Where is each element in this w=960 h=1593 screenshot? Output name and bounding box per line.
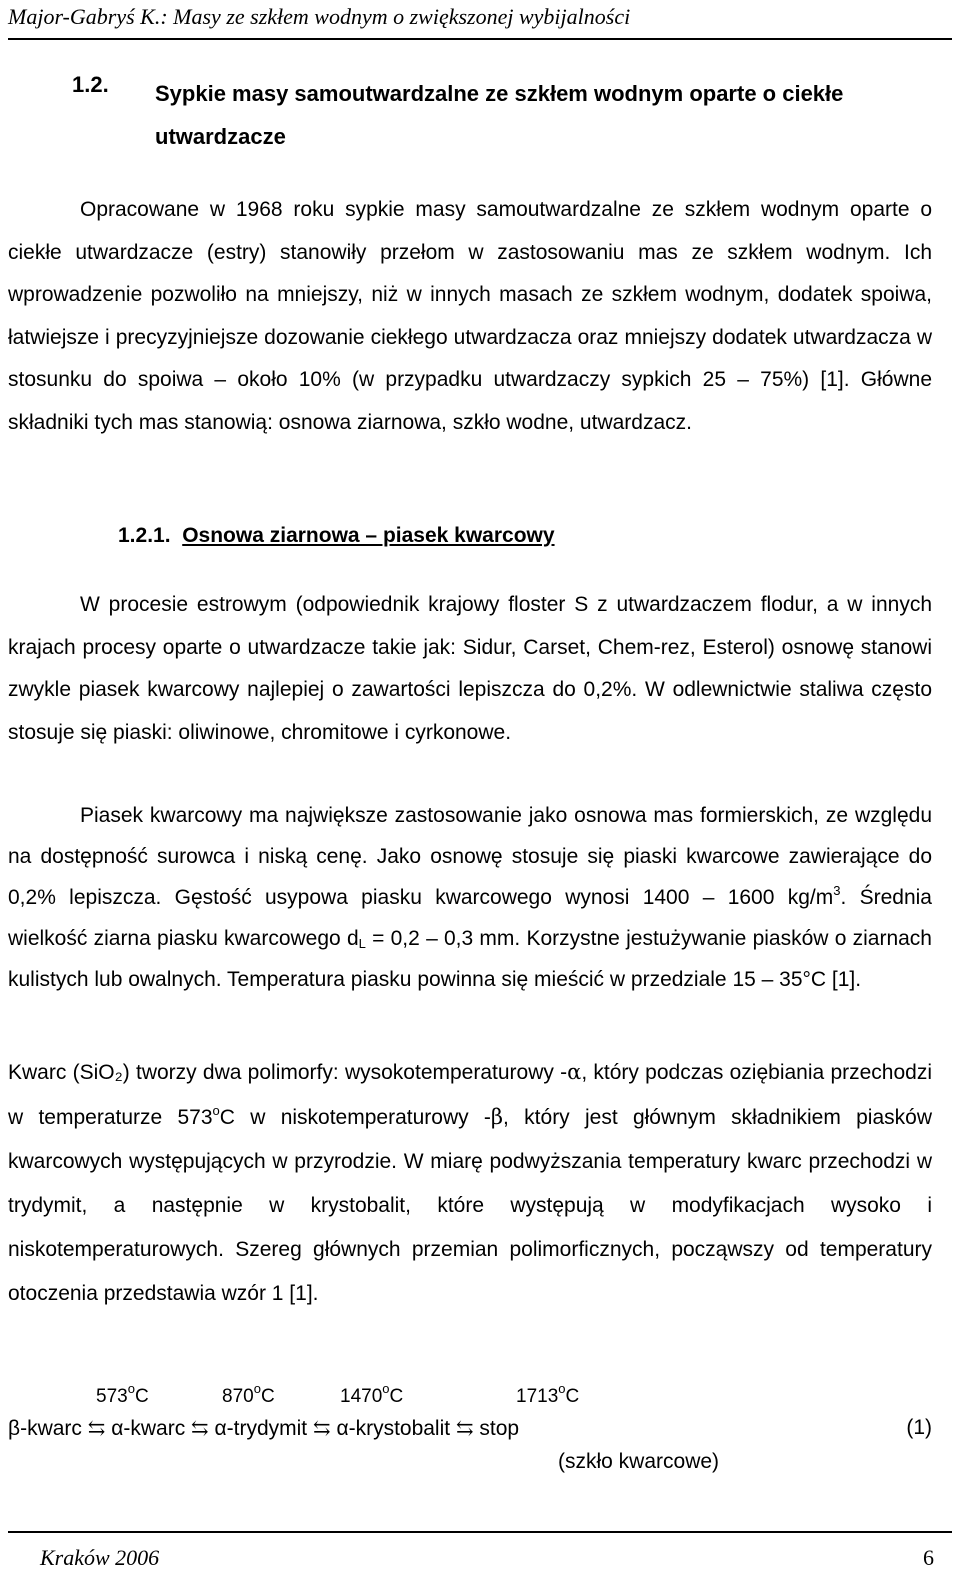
subsection-number: 1.2.1. [118,524,171,547]
section-title: Sypkie masy samoutwardzalne ze szkłem wodnym oparte o ciekłe utwardzacze [155,81,844,149]
equilibrium-arrow-icon: ⇆ [87,1416,106,1440]
intro-paragraph: Opracowane w 1968 roku sypkie masy samoutwardzalne ze szkłem wodnym oparte o ciekłe utwardzacze (estry) stanowiły przełom w zastosowaniu mas ze szkłem wodnym. Ich wprowadzenie pozwoliło na mniejszy, niż w innych masach ze szkłem wodnym, dodatek spoiwa, łatwiejsze i precyzyjniejsze dozowanie ciekłego utwardzacza oraz mniejszy dodatek utwardzacza w stosunku do spoiwa – około 10% (w przypadku utwardzaczy sypkich 25 – 75%) [1]. Główne składniki tych mas stanowią: osnowa ziarnowa, szkło wodne, utwardzacz. [8,198,932,434]
paragraph-polymorphs: Kwarc (SiO₂) tworzy dwa polimorfy: wysokotemperaturowy -α, który podczas oziębiania przechodzi w temperaturze 573$^o$C w niskotemperaturowy -β, który jest głównym składnikiem piasków kwarcowych występujących w przyrodzie. W miarę podwyższania temperatury kwarc przechodzi w trydymit, a następnie w krystobalit, które występują w modyfikacjach wysoko i niskotemperaturowych. Szereg głównych przemian polimorficznych, począwszy od temperatury otoczenia przedstawia wzór 1 [1]. [8,1060,932,1305]
footer-place-year: Kraków 2006 [40,1545,160,1570]
formula-temp-3: 1470$^o$C [340,1381,404,1407]
formula-1 [8,1381,932,1506]
formula-temp-1: 573$^o$C [96,1381,149,1407]
phase-beta-quartz: β-kwarc [8,1417,82,1440]
equilibrium-arrow-icon: ⇆ [455,1416,474,1440]
paragraph-ester-process: W procesie estrowym (odpowiednik krajowy floster S z utwardzaczem flodur, a w innych krajach procesy oparte o utwardzacze takie jak: Sidur, Carset, Chem-rez, Esterol) osnowę stanowi zwykle piasek kwarcowy najlepiej o zawartości lepiszcza do 0,2%. W odlewnictwie staliwa często stosuje się piaski: oliwinowe, chromitowe i cyrkonowe. [8,593,932,744]
phase-alpha-quartz: α-kwarc [111,1417,186,1440]
formula-temp-2: 870$^o$C [222,1381,275,1407]
beta-symbol: β [490,1105,504,1129]
footer-rule [8,1531,952,1533]
section-number: 1.2. [72,72,109,97]
running-header: Major-Gabryś K.: Masy ze szkłem wodnym o zwiększonej wybijalności [8,4,631,29]
formula-reaction [8,1416,519,1441]
formula-number: (1) [906,1416,932,1439]
subsection-heading [118,524,555,548]
subsection-title: Osnowa ziarnowa – piasek kwarcowy [182,524,555,547]
formula-temp-4: 1713$^o$C [516,1381,580,1407]
formula-note: (szkło kwarcowe) [558,1450,720,1473]
equilibrium-arrow-icon: ⇆ [191,1416,209,1440]
equilibrium-arrow-icon: ⇆ [312,1416,331,1440]
paragraph-quartz-sand: Piasek kwarcowy ma największe zastosowanie jako osnowa mas formierskich, ze względu na dostępność surowca i niską cenę. Jako osnowę stosuje się piaski kwarcowe zawierające do 0,2% lepiszcza. Gęstość usypowa piasku kwarcowego wynosi 1400 – 1600 $kg/m^3$. Średnia wielkość ziarna piasku kwarcowego $d_L = 0,2 - 0,3$ mm. Korzystne jestużywanie piasków o ziarnach kulistych lub owalnych. Temperatura piasku powinna się mieścić w przedziale 15 – 35°C [1]. [8,804,932,991]
phase-melt: stop [479,1417,520,1440]
phase-alpha-cristobalite: α-krystobalit [336,1417,451,1440]
phase-alpha-tridymite: α-trydymit [214,1417,308,1440]
page-number: 6 [923,1545,934,1570]
alpha-symbol: α [567,1060,582,1084]
header-rule [8,38,952,40]
